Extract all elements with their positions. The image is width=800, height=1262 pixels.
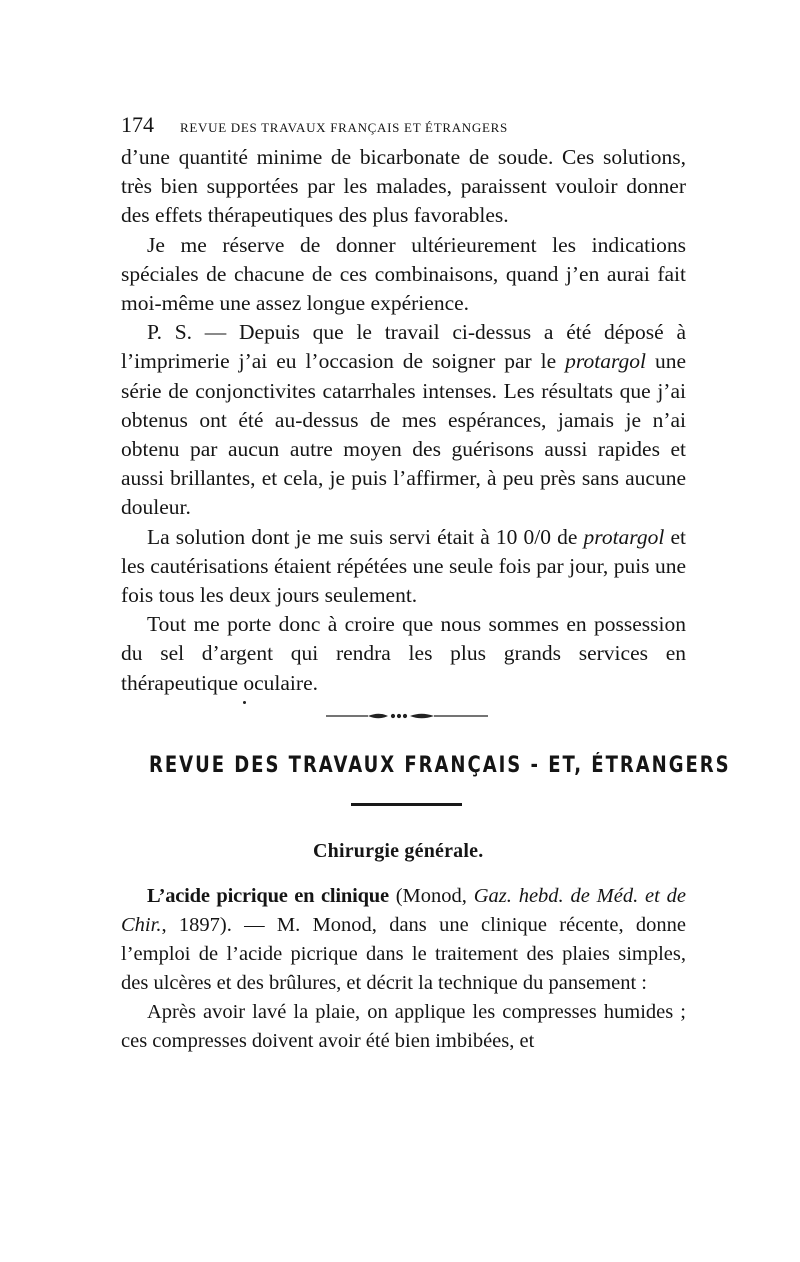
solution-text-start: La solution dont je me suis servi était à 10 0/0 de [147,524,584,549]
subsection-title: Chirurgie générale. [313,840,484,862]
printing-dot [243,701,246,704]
book-page [121,112,686,698]
main-text [121,143,686,698]
article-section [121,882,686,1056]
postscript-text-start: P. S. — Depuis que le travail ci-dessus a été déposé à l’imprimerie j’ai eu l’occasion de soigner par le [121,320,686,374]
article-title: L’acide picrique en clinique [147,885,389,907]
article-summary: , 1897). — M. Monod, dans une clinique récente, donne l’emploi de l’acide picrique dans le traitement des plaies simples, des ulcères et des brûlures, et décrit la technique du pansement : [121,914,686,994]
article-intro [121,882,686,998]
section-title: REVUE DES TRAVAUX FRANÇAIS - ET, ÉTRANGERS [149,753,731,778]
running-title: REVUE DES TRAVAUX FRANÇAIS ET ÉTRANGERS [180,120,508,135]
running-head [121,112,686,140]
page-number: 174 [121,112,154,137]
solution-text-end: et les cautérisations étaient répétées une seule fois par jour, puis une fois tous les deux jours seulement. [121,524,686,608]
article-continuation: Après avoir lavé la plaie, on applique les compresses humides ; ces compresses doivent avoir été bien imbibées, et [121,1001,686,1052]
postscript-paragraph [121,318,686,522]
paragraph-reservation: Je me réserve de donner ultérieurement les indications spéciales de chacune de ces combinaisons, quand j’en aurai fait moi-même une assez longue expérience. [121,232,686,316]
protargol-term: protargol [583,524,665,549]
conclusion-paragraph: Tout me porte donc à croire que nous sommes en possession du sel d’argent qui rendra les plus grands services en thérapeutique oculaire. [121,612,686,695]
section-rule [351,803,462,806]
decorative-divider [326,711,488,721]
paragraph-continued: d’une quantité minime de bicarbonate de soude. Ces solutions, très bien supportées par les malades, paraissent vouloir donner des effets thérapeutiques des plus favorables. [121,145,686,228]
protargol-term: protargol [565,349,646,374]
solution-paragraph [121,523,686,611]
journal-citation: Gaz. hebd. de Méd. et de Chir. [121,885,686,936]
postscript-text-end: une série de conjonctivites catarrhales intenses. Les résultats que j’ai obtenus ont été au-dessus de mes espérances, jamais je n’ai obtenu par aucun autre moyen des guérisons aussi rapides et aussi brillantes, et cela, je puis l’affirmer, à peu près sans aucune douleur. [121,349,686,520]
citation-start: (Monod, [388,885,474,907]
